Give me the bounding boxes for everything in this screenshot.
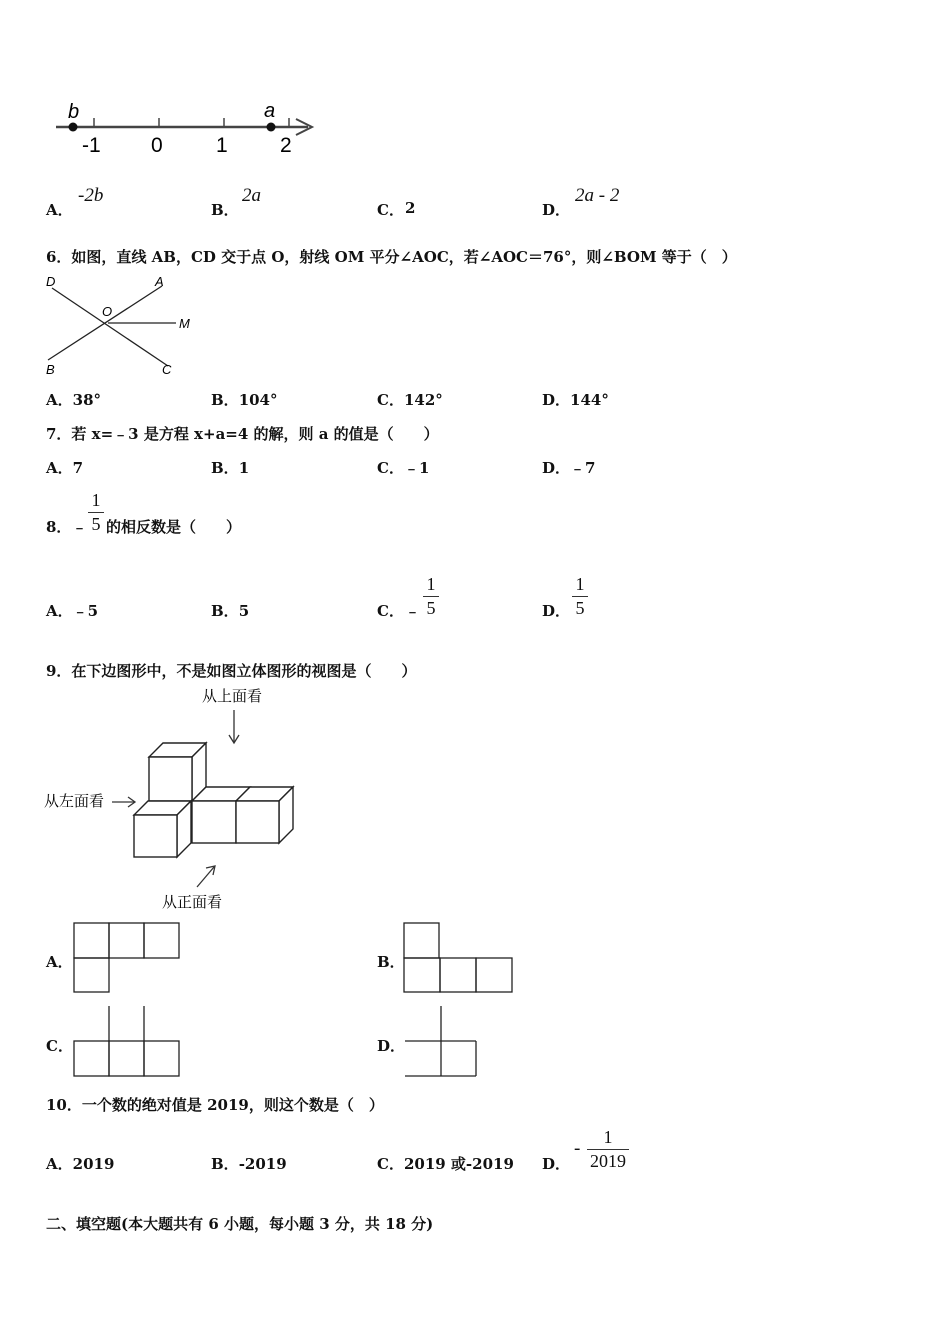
q5-option-c-value: 2 [405, 199, 416, 217]
tick-label: 0 [151, 134, 163, 157]
point-a-label: a [264, 100, 276, 122]
view-label-left: 从左面看 [44, 793, 105, 810]
q6-option-a: A．38° [46, 391, 102, 409]
label-C: C [162, 362, 172, 377]
label-A: A [155, 274, 164, 289]
q8-sign: ﹣ [72, 518, 88, 536]
q8-option-d-fraction: 1 5 [572, 574, 588, 619]
q9-option-d-label: D． [377, 1037, 406, 1055]
q6-question-text: 6．如图，直线 AB，CD 交于点 O，射线 OM 平分∠AOC，若∠AOC＝76°，则∠BOM 等于（ ） [46, 248, 737, 266]
q7-question-text: 7．若 x=﹣3 是方程 x+a=4 的解，则 a 的值是（ ） [46, 425, 439, 443]
q10-option-a: A．2019 [46, 1155, 115, 1173]
q5-option-b-value: 2a [242, 185, 261, 206]
label-D: D [46, 274, 56, 289]
q5-option-a-expr: 2b [84, 185, 104, 206]
q6-option-c: C．142° [377, 391, 443, 409]
section-2-title: 二、填空题(本大题共有 6 小题，每小题 3 分，共 18 分) [46, 1215, 434, 1233]
arrow-upright-icon [197, 866, 215, 887]
label-M: M [179, 316, 190, 331]
q9-option-d-figure [404, 1005, 480, 1079]
q8-option-c-label: C． [377, 602, 404, 620]
q10-option-c: C．2019 或-2019 [377, 1155, 514, 1173]
q10-option-d-fraction: 1 2019 [587, 1127, 629, 1172]
label-B: B [46, 362, 55, 377]
tick-label: 2 [280, 134, 292, 157]
q8-option-d-label: D． [542, 602, 571, 620]
number-line-figure [50, 98, 330, 160]
q5-option-c-label: C． [377, 201, 404, 219]
q9-option-c-label: C． [46, 1037, 73, 1055]
q9-option-b-label: B． [377, 953, 405, 971]
q8-fraction: 1 5 [88, 490, 104, 535]
arrow-right-icon [112, 797, 135, 807]
q6-option-b: B．104° [211, 391, 278, 409]
q9-solid-figure [40, 684, 310, 914]
q5-option-a-label: A． [46, 201, 73, 219]
q8-option-b: B．5 [211, 602, 250, 620]
q8-option-c-sign: ﹣ [405, 602, 421, 620]
q10-option-d-sign: - [574, 1138, 581, 1159]
q5-option-d-value: 2a - 2 [575, 185, 620, 206]
q10-option-d-label: D． [542, 1155, 571, 1173]
q5-option-a-value [78, 185, 103, 207]
view-label-front: 从正面看 [162, 894, 223, 911]
q8-question-suffix: 的相反数是（ ） [106, 518, 242, 536]
q7-option-c: C．﹣1 [377, 459, 430, 477]
q6-angle-figure [42, 272, 212, 380]
q7-option-b: B．1 [211, 459, 250, 477]
q5-option-a-prefix: - [78, 185, 85, 206]
q9-option-a-figure [73, 922, 183, 994]
label-O: O [102, 304, 113, 319]
tick-label: 1 [216, 134, 228, 157]
view-label-top: 从上面看 [202, 688, 263, 705]
q10-option-b: B．-2019 [211, 1155, 287, 1173]
arrow-down-icon [229, 710, 239, 743]
tick-label: -1 [82, 134, 101, 157]
point-a-dot [267, 123, 276, 132]
q10-question-text: 10．一个数的绝对值是 2019，则这个数是（ ） [46, 1096, 384, 1114]
q9-option-c-figure [73, 1005, 183, 1079]
q5-option-b-label: B． [211, 201, 239, 219]
q9-question-text: 9．在下边图形中，不是如图立体图形的视图是（ ） [46, 662, 417, 680]
q7-option-d: D．﹣7 [542, 459, 596, 477]
point-b-dot [69, 123, 78, 132]
q6-option-d: D．144° [542, 391, 609, 409]
q8-option-a: A．﹣5 [46, 602, 99, 620]
q8-option-c-fraction: 1 5 [423, 574, 439, 619]
point-b-label: b [68, 101, 80, 123]
q7-option-a: A．7 [46, 459, 84, 477]
q9-option-b-figure [403, 922, 515, 994]
q8-number: 8． [46, 518, 72, 536]
q9-option-a-label: A． [46, 953, 73, 971]
q5-option-d-label: D． [542, 201, 571, 219]
